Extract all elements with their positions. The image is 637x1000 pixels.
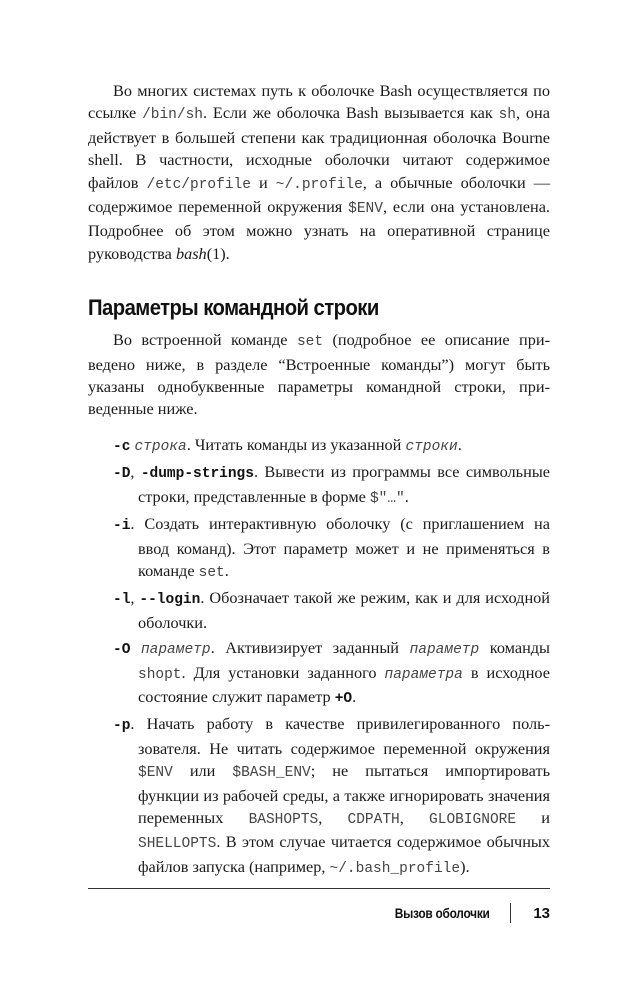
text: , если она установлена. Подробнее об этом можно узнать на оперативной странице руководства [88,197,550,263]
option-c [113,434,550,458]
code: ~/.bash_profile [329,860,461,877]
page-footer [88,888,550,922]
text: . Начать работу в качестве привилегированного пользователя. Не читать содержимое переменной окружения [130,714,550,758]
running-title: Вызов оболочки [395,905,490,921]
text: команды [479,638,550,658]
text: . [352,686,357,706]
text: . Читать команды из указанной [186,434,406,454]
bash-manpage-name: bash [175,243,207,263]
code-home-profile: ~/.profile [275,176,363,193]
text: , [130,588,140,608]
page-number: 13 [533,904,550,922]
text: Во многих системах путь к оболочке Bash осуществляется по ссылке [88,81,550,123]
text: . Активизирует заданный [210,638,410,658]
options-list [88,434,550,880]
footer-row [378,903,550,923]
text: . Если же оболочка Bash вызывается как [202,103,499,123]
option-arg: строка [134,438,187,455]
option-i [113,513,550,584]
option-arg: строки [405,438,458,455]
option-arg: параметра [384,666,463,683]
text: ). [460,856,470,876]
text: Во встроенной команде [113,330,297,350]
text: . [404,486,409,506]
section-heading: Параметры командной строки [88,295,379,321]
text: . Вывести из программы все символьные строки, представленные в форме [138,462,550,506]
text: , она действует в большей степени как традиционная оболочка Bourne shell. В частности, исходные оболочки читают содержимое файлов [88,103,550,192]
text: . Создать интерактивную оболочку (с приглашением на ввод команд). Этот параметр может и не применяться в команде [130,514,550,580]
code: $BASH_ENV [232,765,311,782]
code-bin-sh: /bin/sh [142,107,203,124]
code: SHELLOPTS [138,836,217,853]
code: CDPATH [347,811,400,828]
option-flag: -O [113,642,131,659]
option-arg: параметр [140,642,211,659]
code-env: $ENV [348,201,383,218]
code-sh: sh [498,107,517,124]
text: , [318,807,348,827]
option-flag: --login [139,592,201,609]
code: GLOBIGNORE [429,811,517,828]
text: . Для установки заданного [181,662,385,682]
option-l [113,587,550,634]
code-etc-profile: /etc/profile [146,176,251,193]
text: (подробное ее описание приведено ниже, в разделе “Встроенные команды”) могут быть указаны однобуквенные параметры командной строки, приведенные ниже. [88,330,551,419]
option-arg: параметр [409,642,480,659]
option-O [113,637,550,710]
footer-divider [510,903,511,923]
text: , а обычные оболочки — содержимое переменной окружения [88,172,550,217]
option-flag: -l [113,592,131,609]
text: . [457,434,462,454]
code: $"…" [369,490,405,507]
option-flag: -p [113,718,131,735]
code: set [198,564,225,581]
page-body [88,80,550,883]
text: , [130,462,141,482]
text: или [172,761,233,781]
code: shopt [138,666,182,683]
section-paragraph [88,329,550,421]
option-flag: -i [113,518,131,535]
intro-paragraph [88,80,550,265]
code-set: set [296,334,324,351]
option-flag: -D [113,466,131,483]
text: и [516,807,551,827]
option-D [113,461,550,510]
text: . Обозначает такой же режим, как и для исходной оболочки. [138,588,551,632]
text: . [224,560,229,580]
text: и [250,172,276,192]
option-p [113,713,550,880]
text: . В этом случае читается содержимое обычных файлов запуска (например, [138,832,550,876]
code: BASHOPTS [248,811,319,828]
text: в исходное состояние служит параметр [138,662,550,706]
option-flag: -c [113,438,131,455]
option-flag: +O [334,690,353,707]
text: , [399,807,430,827]
text: ; не пытаться импортировать функции из рабочей среды, а также игнорировать значения переменных [138,761,550,827]
code: $ENV [138,765,173,782]
text: (1). [206,243,230,263]
option-flag: -dump-strings [140,466,254,483]
